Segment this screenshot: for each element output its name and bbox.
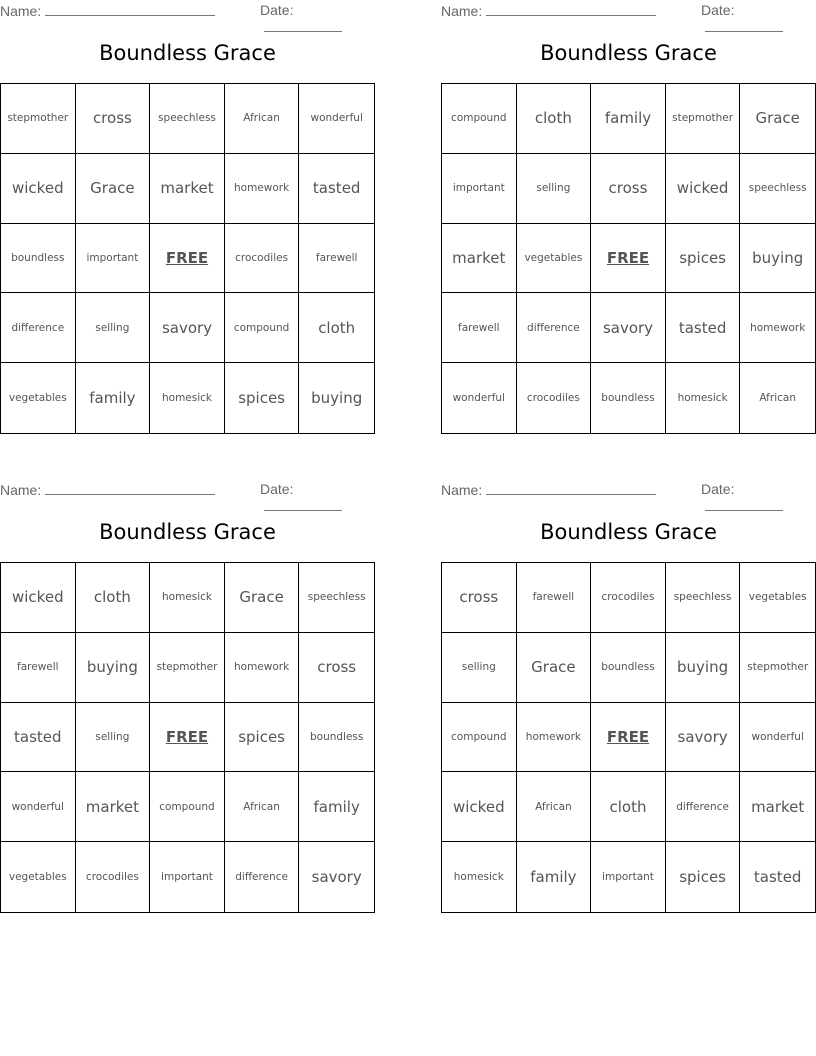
bingo-cell: market: [150, 154, 225, 224]
bingo-cell: African: [759, 392, 796, 405]
bingo-cell: compound: [442, 84, 517, 154]
bingo-cell: speechless: [740, 154, 815, 224]
bingo-cell: family: [76, 363, 151, 433]
bingo-cell: difference: [517, 293, 592, 363]
date-line[interactable]: [705, 18, 783, 32]
free-space: FREE: [591, 224, 666, 294]
date-field[interactable]: [260, 481, 375, 514]
card-title: Boundless Grace: [99, 41, 276, 65]
date-label: Date:: [260, 481, 294, 497]
bingo-cell: cross: [591, 154, 666, 224]
bingo-grid: [441, 562, 816, 913]
bingo-cell: spices: [666, 224, 741, 294]
bingo-cell: homework: [517, 703, 592, 773]
bingo-cell: homework: [225, 154, 300, 224]
date-line[interactable]: [705, 497, 783, 511]
bingo-card: [441, 479, 816, 914]
bingo-cell: difference: [666, 772, 741, 842]
bingo-cell: stepmother: [1, 84, 76, 154]
name-field[interactable]: [441, 2, 656, 19]
card-title: Boundless Grace: [540, 520, 717, 544]
name-field[interactable]: [0, 2, 215, 19]
bingo-cell: stepmother: [740, 633, 815, 703]
date-label: Date:: [260, 2, 294, 18]
bingo-cell: Grace: [517, 633, 592, 703]
bingo-cell: speechless: [150, 84, 225, 154]
bingo-cell: tasted: [753, 868, 802, 887]
bingo-cell: cloth: [591, 772, 666, 842]
bingo-cell: buying: [76, 633, 151, 703]
bingo-cell: wonderful: [442, 363, 517, 433]
bingo-cell: buying: [311, 389, 363, 408]
card-header: [0, 479, 375, 501]
bingo-cell: crocodiles: [517, 363, 592, 433]
bingo-cell: tasted: [1, 703, 76, 773]
bingo-cell: important: [591, 842, 666, 912]
bingo-grid: [441, 83, 816, 434]
bingo-cell: African: [517, 772, 592, 842]
card-header: [0, 0, 375, 22]
bingo-cell: homesick: [666, 363, 741, 433]
bingo-cell: homework: [740, 293, 815, 363]
bingo-cell: crocodiles: [76, 842, 151, 912]
bingo-cell: spices: [225, 703, 300, 773]
bingo-cell: wonderful: [1, 772, 76, 842]
bingo-cell: compound: [442, 703, 517, 773]
date-field[interactable]: [701, 481, 816, 514]
bingo-cell: speechless: [299, 563, 374, 633]
bingo-cell: African: [225, 772, 300, 842]
bingo-cell: farewell: [1, 633, 76, 703]
bingo-cell: difference: [225, 842, 300, 912]
bingo-cell: wicked: [442, 772, 517, 842]
bingo-cell: wicked: [1, 154, 76, 224]
bingo-cell: Grace: [76, 154, 151, 224]
bingo-grid: [0, 83, 375, 434]
bingo-cell: stepmother: [150, 633, 225, 703]
bingo-cell: selling: [517, 154, 592, 224]
bingo-cell: selling: [442, 633, 517, 703]
bingo-card: [0, 479, 375, 914]
bingo-cell: tasted: [299, 154, 374, 224]
bingo-cell: compound: [225, 293, 300, 363]
name-field[interactable]: [441, 481, 656, 498]
bingo-cell: homesick: [150, 363, 225, 433]
bingo-cell: important: [442, 154, 517, 224]
bingo-cell: savory: [150, 293, 225, 363]
bingo-cell: compound: [150, 772, 225, 842]
bingo-cell: important: [150, 842, 225, 912]
bingo-cell: savory: [591, 293, 666, 363]
date-line[interactable]: [264, 18, 342, 32]
bingo-cell: homework: [225, 633, 300, 703]
bingo-cell: selling: [76, 703, 151, 773]
bingo-cell: family: [591, 84, 666, 154]
card-title: Boundless Grace: [540, 41, 717, 65]
bingo-cell: selling: [76, 293, 151, 363]
name-label: Name:: [441, 482, 483, 498]
bingo-cell: vegetables: [517, 224, 592, 294]
bingo-cell: boundless: [591, 363, 666, 433]
name-line[interactable]: [45, 2, 215, 16]
free-space: FREE: [150, 703, 225, 773]
bingo-cell: crocodiles: [225, 224, 300, 294]
bingo-cell: buying: [666, 633, 741, 703]
bingo-cell: speechless: [666, 563, 741, 633]
free-space: FREE: [591, 703, 666, 773]
bingo-cell: homesick: [442, 842, 517, 912]
bingo-cell: boundless: [591, 633, 666, 703]
bingo-cell: homesick: [150, 563, 225, 633]
bingo-cell: savory: [666, 703, 741, 773]
bingo-cell: wonderful: [740, 703, 815, 773]
bingo-cell: family: [299, 772, 374, 842]
bingo-cell: Grace: [740, 84, 815, 154]
bingo-card: [0, 0, 375, 435]
name-label: Name:: [0, 3, 42, 19]
bingo-cell: tasted: [666, 293, 741, 363]
name-field[interactable]: [0, 481, 215, 498]
bingo-cell: spices: [225, 363, 300, 433]
bingo-cell: difference: [1, 293, 76, 363]
bingo-cell: farewell: [517, 563, 592, 633]
bingo-cell: market: [740, 772, 815, 842]
bingo-cell: cross: [76, 84, 151, 154]
bingo-cell: cloth: [299, 293, 374, 363]
date-field[interactable]: [701, 2, 816, 35]
name-label: Name:: [441, 3, 483, 19]
bingo-cell: cross: [442, 563, 517, 633]
bingo-cell: wonderful: [299, 84, 374, 154]
bingo-cell: important: [76, 224, 151, 294]
bingo-cell: spices: [666, 842, 741, 912]
bingo-cell: vegetables: [1, 363, 76, 433]
name-line[interactable]: [45, 481, 215, 495]
bingo-cell: farewell: [442, 293, 517, 363]
bingo-cell: cross: [299, 633, 374, 703]
bingo-cell: boundless: [1, 224, 76, 294]
bingo-cell: market: [76, 772, 151, 842]
bingo-cell: savory: [311, 868, 362, 887]
bingo-cell: cloth: [517, 84, 592, 154]
bingo-cell: farewell: [299, 224, 374, 294]
bingo-cell: buying: [740, 224, 815, 294]
card-header: [441, 479, 816, 501]
bingo-cell: Grace: [225, 563, 300, 633]
bingo-cell: vegetables: [740, 563, 815, 633]
bingo-cell: crocodiles: [591, 563, 666, 633]
name-label: Name:: [0, 482, 42, 498]
name-line[interactable]: [486, 2, 656, 16]
bingo-card: [441, 0, 816, 435]
date-label: Date:: [701, 2, 735, 18]
bingo-cell: African: [225, 84, 300, 154]
card-title: Boundless Grace: [99, 520, 276, 544]
bingo-cell: wicked: [1, 563, 76, 633]
bingo-cell: wicked: [666, 154, 741, 224]
card-header: [441, 0, 816, 22]
bingo-cell: vegetables: [1, 842, 76, 912]
bingo-cell: boundless: [299, 703, 374, 773]
bingo-cell: stepmother: [666, 84, 741, 154]
date-line[interactable]: [264, 497, 342, 511]
bingo-cell: cloth: [76, 563, 151, 633]
bingo-grid: [0, 562, 375, 913]
date-field[interactable]: [260, 2, 375, 35]
bingo-cell: market: [442, 224, 517, 294]
name-line[interactable]: [486, 481, 656, 495]
bingo-cell: family: [517, 842, 592, 912]
date-label: Date:: [701, 481, 735, 497]
free-space: FREE: [150, 224, 225, 294]
